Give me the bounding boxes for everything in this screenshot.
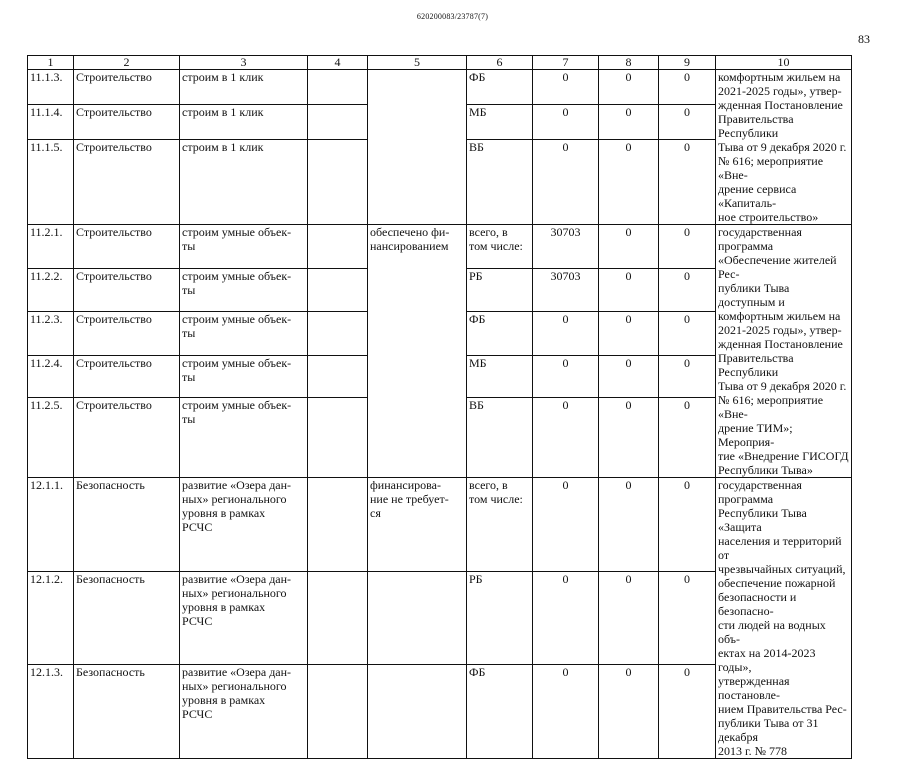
value-col7-cell bbox=[533, 311, 599, 355]
row-number bbox=[28, 478, 74, 572]
value-col9-cell bbox=[659, 269, 716, 312]
row-number-text: 11.2.2. bbox=[30, 269, 63, 284]
value-col8-cell bbox=[599, 478, 659, 572]
funding-source-cell bbox=[467, 355, 533, 398]
measure-name-cell bbox=[180, 311, 308, 355]
area-cell-text: Безопасность bbox=[76, 572, 145, 587]
page-number: 83 bbox=[858, 32, 870, 46]
measure-name-cell-text: развитие «Озера дан- ных» регионального уровня в рамках РСЧС bbox=[182, 478, 292, 534]
value-col8-cell-text: 0 bbox=[625, 572, 632, 587]
value-col8-cell-text: 0 bbox=[625, 355, 632, 370]
value-col9-cell bbox=[659, 104, 716, 139]
table-row bbox=[28, 225, 852, 269]
value-col8-cell-text: 0 bbox=[625, 139, 632, 154]
measure-name-cell-text: строим в 1 клик bbox=[182, 70, 264, 84]
row-number-text: 11.1.5. bbox=[30, 139, 63, 154]
result-cell bbox=[368, 478, 467, 572]
row-number-text: 11.2.1. bbox=[30, 225, 63, 239]
column-4-cell bbox=[308, 311, 368, 355]
value-col7-cell-text: 0 bbox=[562, 664, 569, 679]
value-col8-cell-text: 0 bbox=[625, 478, 632, 492]
value-col7-cell-text: 0 bbox=[562, 572, 569, 587]
funding-source-cell bbox=[467, 70, 533, 105]
funding-source-cell bbox=[467, 572, 533, 665]
program-note-cell-text: комфортным жильем на 2021-2025 годы», утвер- жденная Постановление Правительства Республики Тыва от 9 декабря 2020 г. № 616; мероприятие «Вне- дрение сервиса «Капиталь- ное строительство» bbox=[718, 70, 847, 224]
column-number: 3 bbox=[180, 56, 308, 70]
funding-source-cell bbox=[467, 664, 533, 758]
value-col8-cell-text: 0 bbox=[625, 398, 632, 413]
value-col7-cell-text: 0 bbox=[562, 70, 569, 84]
value-col8-cell-text: 0 bbox=[625, 269, 632, 284]
measure-name-cell bbox=[180, 104, 308, 139]
measure-name-cell-text: развитие «Озера дан- ных» регионального уровня в рамках РСЧС bbox=[182, 572, 292, 629]
funding-source-cell-text: всего, в том числе: bbox=[469, 478, 523, 506]
column-number: 7 bbox=[533, 56, 599, 70]
value-col7-cell-text: 0 bbox=[562, 104, 569, 119]
value-col7-cell-text: 30703 bbox=[550, 225, 581, 239]
column-number: 8 bbox=[599, 56, 659, 70]
value-col7-cell-text: 30703 bbox=[550, 269, 581, 284]
measure-name-cell-text: развитие «Озера дан- ных» регионального уровня в рамках РСЧС bbox=[182, 664, 292, 721]
table-row bbox=[28, 70, 852, 105]
result-cell bbox=[368, 225, 467, 478]
value-col7-cell-text: 0 bbox=[562, 355, 569, 370]
area-cell-text: Безопасность bbox=[76, 664, 145, 679]
measure-name-cell-text: строим умные объек- ты bbox=[182, 311, 292, 340]
result-cell bbox=[368, 70, 467, 225]
measure-name-cell bbox=[180, 664, 308, 758]
measure-name-cell-text: строим умные объек- ты bbox=[182, 269, 292, 298]
value-col9-cell bbox=[659, 311, 716, 355]
value-col7-cell-text: 0 bbox=[562, 139, 569, 154]
area-cell-text: Строительство bbox=[76, 269, 152, 284]
column-number: 5 bbox=[368, 56, 467, 70]
value-col9-cell-text: 0 bbox=[684, 478, 690, 492]
area-cell bbox=[74, 664, 180, 758]
column-number: 9 bbox=[659, 56, 716, 70]
value-col7-cell bbox=[533, 70, 599, 105]
table-row bbox=[28, 478, 852, 572]
row-number bbox=[28, 311, 74, 355]
row-number-text: 11.2.4. bbox=[30, 355, 63, 370]
area-cell bbox=[74, 139, 180, 224]
program-note-cell-text: государственная программа «Обеспечение жителей Рес- публики Тыва доступным и комфортным жильем на 2021-2025 годы», утвер- жденная Постановление Правительства Республики Тыва от 9 декабря 2020 г. № 616; мероприятие «Вне- дрение ТИМ»; Мероприя- тие «Внедрение ГИСОГД Республики Тыва» bbox=[718, 225, 849, 477]
value-col7-cell bbox=[533, 104, 599, 139]
row-number bbox=[28, 225, 74, 269]
funding-source-cell bbox=[467, 225, 533, 269]
value-col9-cell-text: 0 bbox=[684, 355, 690, 370]
value-col8-cell-text: 0 bbox=[625, 225, 632, 239]
area-cell bbox=[74, 478, 180, 572]
result-cell bbox=[368, 572, 467, 665]
document-code: 620200083/23787(7) bbox=[416, 12, 489, 21]
measure-name-cell bbox=[180, 269, 308, 312]
value-col7-cell bbox=[533, 478, 599, 572]
funding-source-cell-text: ВБ bbox=[469, 398, 484, 413]
value-col8-cell-text: 0 bbox=[625, 70, 632, 84]
value-col9-cell-text: 0 bbox=[684, 572, 690, 587]
area-cell-text: Строительство bbox=[76, 104, 152, 119]
column-4-cell bbox=[308, 572, 368, 665]
value-col8-cell bbox=[599, 104, 659, 139]
row-number bbox=[28, 664, 74, 758]
value-col9-cell bbox=[659, 70, 716, 105]
row-number-text: 12.1.2. bbox=[30, 572, 63, 587]
funding-source-cell bbox=[467, 311, 533, 355]
column-number: 6 bbox=[467, 56, 533, 70]
funding-source-cell-text: ВБ bbox=[469, 139, 484, 154]
row-number bbox=[28, 269, 74, 312]
result-cell-text: обеспечено фи- нансированием bbox=[370, 225, 450, 253]
value-col7-cell bbox=[533, 664, 599, 758]
value-col7-cell bbox=[533, 398, 599, 478]
value-col7-cell-text: 0 bbox=[562, 478, 569, 492]
row-number bbox=[28, 572, 74, 665]
value-col8-cell bbox=[599, 664, 659, 758]
value-col9-cell bbox=[659, 398, 716, 478]
funding-source-cell-text: всего, в том числе: bbox=[469, 225, 523, 253]
row-number bbox=[28, 70, 74, 105]
funding-source-cell-text: ФБ bbox=[469, 311, 486, 326]
value-col9-cell-text: 0 bbox=[684, 269, 690, 284]
funding-source-cell bbox=[467, 478, 533, 572]
measure-name-cell bbox=[180, 398, 308, 478]
value-col9-cell-text: 0 bbox=[684, 104, 690, 119]
value-col9-cell-text: 0 bbox=[684, 311, 690, 326]
value-col9-cell bbox=[659, 572, 716, 665]
result-cell-text: финансирова- ние не требует- ся bbox=[370, 478, 449, 520]
value-col8-cell bbox=[599, 398, 659, 478]
value-col7-cell bbox=[533, 572, 599, 665]
value-col8-cell bbox=[599, 225, 659, 269]
column-4-cell bbox=[308, 225, 368, 269]
column-4-cell bbox=[308, 398, 368, 478]
value-col9-cell-text: 0 bbox=[684, 139, 690, 154]
column-4-cell bbox=[308, 139, 368, 224]
measure-name-cell-text: строим в 1 клик bbox=[182, 139, 264, 154]
measure-name-cell-text: строим умные объек- ты bbox=[182, 355, 292, 384]
row-number-text: 11.1.4. bbox=[30, 104, 63, 119]
program-note-cell bbox=[716, 478, 852, 759]
row-number bbox=[28, 139, 74, 224]
funding-source-cell-text: РБ bbox=[469, 572, 483, 587]
row-number-text: 11.2.5. bbox=[30, 398, 63, 413]
funding-source-cell bbox=[467, 104, 533, 139]
area-cell bbox=[74, 104, 180, 139]
column-number: 1 bbox=[28, 56, 74, 70]
area-cell-text: Строительство bbox=[76, 225, 152, 239]
value-col8-cell-text: 0 bbox=[625, 664, 632, 679]
funding-source-cell-text: МБ bbox=[469, 104, 487, 119]
area-cell bbox=[74, 269, 180, 312]
measure-name-cell-text: строим в 1 клик bbox=[182, 104, 264, 119]
column-4-cell bbox=[308, 104, 368, 139]
measure-name-cell bbox=[180, 70, 308, 105]
value-col8-cell-text: 0 bbox=[625, 311, 632, 326]
program-note-cell bbox=[716, 225, 852, 478]
area-cell bbox=[74, 572, 180, 665]
funding-source-cell-text: ФБ bbox=[469, 664, 486, 679]
area-cell-text: Строительство bbox=[76, 139, 152, 154]
value-col8-cell bbox=[599, 311, 659, 355]
column-4-cell bbox=[308, 355, 368, 398]
measure-name-cell bbox=[180, 572, 308, 665]
row-number bbox=[28, 104, 74, 139]
row-number-text: 12.1.1. bbox=[30, 478, 63, 492]
area-cell bbox=[74, 70, 180, 105]
measure-name-cell bbox=[180, 355, 308, 398]
column-4-cell bbox=[308, 269, 368, 312]
area-cell bbox=[74, 355, 180, 398]
value-col7-cell-text: 0 bbox=[562, 311, 569, 326]
area-cell-text: Безопасность bbox=[76, 478, 145, 492]
value-col8-cell bbox=[599, 70, 659, 105]
value-col8-cell bbox=[599, 355, 659, 398]
measure-name-cell-text: строим умные объек- ты bbox=[182, 225, 292, 253]
value-col9-cell bbox=[659, 139, 716, 224]
funding-source-cell bbox=[467, 139, 533, 224]
value-col9-cell bbox=[659, 355, 716, 398]
row-number-text: 11.2.3. bbox=[30, 311, 63, 326]
result-cell bbox=[368, 664, 467, 758]
area-cell-text: Строительство bbox=[76, 311, 152, 326]
funding-source-cell-text: МБ bbox=[469, 355, 487, 370]
area-cell bbox=[74, 225, 180, 269]
row-number-text: 11.1.3. bbox=[30, 70, 63, 84]
row-number bbox=[28, 398, 74, 478]
funding-source-cell bbox=[467, 398, 533, 478]
value-col7-cell bbox=[533, 225, 599, 269]
column-4-cell bbox=[308, 478, 368, 572]
value-col9-cell bbox=[659, 225, 716, 269]
column-4-cell bbox=[308, 664, 368, 758]
row-number-text: 12.1.3. bbox=[30, 664, 63, 679]
value-col9-cell bbox=[659, 478, 716, 572]
value-col8-cell bbox=[599, 269, 659, 312]
value-col9-cell-text: 0 bbox=[684, 664, 690, 679]
column-4-cell bbox=[308, 70, 368, 105]
value-col7-cell bbox=[533, 139, 599, 224]
funding-source-cell-text: РБ bbox=[469, 269, 483, 284]
area-cell bbox=[74, 311, 180, 355]
value-col8-cell bbox=[599, 572, 659, 665]
value-col7-cell bbox=[533, 355, 599, 398]
program-note-cell-text: государственная программа Республики Тыва «Защита населения и территорий от чрезвычайных ситуаций, обеспечение пожарной безопасности и безопасно- сти людей на водных объ- ектах на 2014-2023 годы», утвержденная постановле- нием Правительства Рес- публики Тыва от 31 декабря 2013 г. № 778 bbox=[718, 478, 847, 758]
row-number bbox=[28, 355, 74, 398]
measure-name-cell-text: строим умные объек- ты bbox=[182, 398, 292, 427]
column-number: 10 bbox=[716, 56, 852, 70]
value-col7-cell bbox=[533, 269, 599, 312]
column-number-row bbox=[28, 56, 852, 70]
value-col9-cell-text: 0 bbox=[684, 70, 690, 84]
measure-name-cell bbox=[180, 225, 308, 269]
value-col8-cell bbox=[599, 139, 659, 224]
value-col8-cell-text: 0 bbox=[625, 104, 632, 119]
area-cell-text: Строительство bbox=[76, 355, 152, 370]
funding-source-cell bbox=[467, 269, 533, 312]
program-note-cell bbox=[716, 70, 852, 225]
value-col7-cell-text: 0 bbox=[562, 398, 569, 413]
column-number: 4 bbox=[308, 56, 368, 70]
area-cell-text: Строительство bbox=[76, 398, 152, 413]
value-col9-cell-text: 0 bbox=[684, 398, 690, 413]
value-col9-cell bbox=[659, 664, 716, 758]
measure-name-cell bbox=[180, 139, 308, 224]
value-col9-cell-text: 0 bbox=[684, 225, 690, 239]
column-number: 2 bbox=[74, 56, 180, 70]
funding-source-cell-text: ФБ bbox=[469, 70, 486, 84]
area-cell-text: Строительство bbox=[76, 70, 152, 84]
area-cell bbox=[74, 398, 180, 478]
data-table bbox=[27, 55, 852, 759]
measure-name-cell bbox=[180, 478, 308, 572]
